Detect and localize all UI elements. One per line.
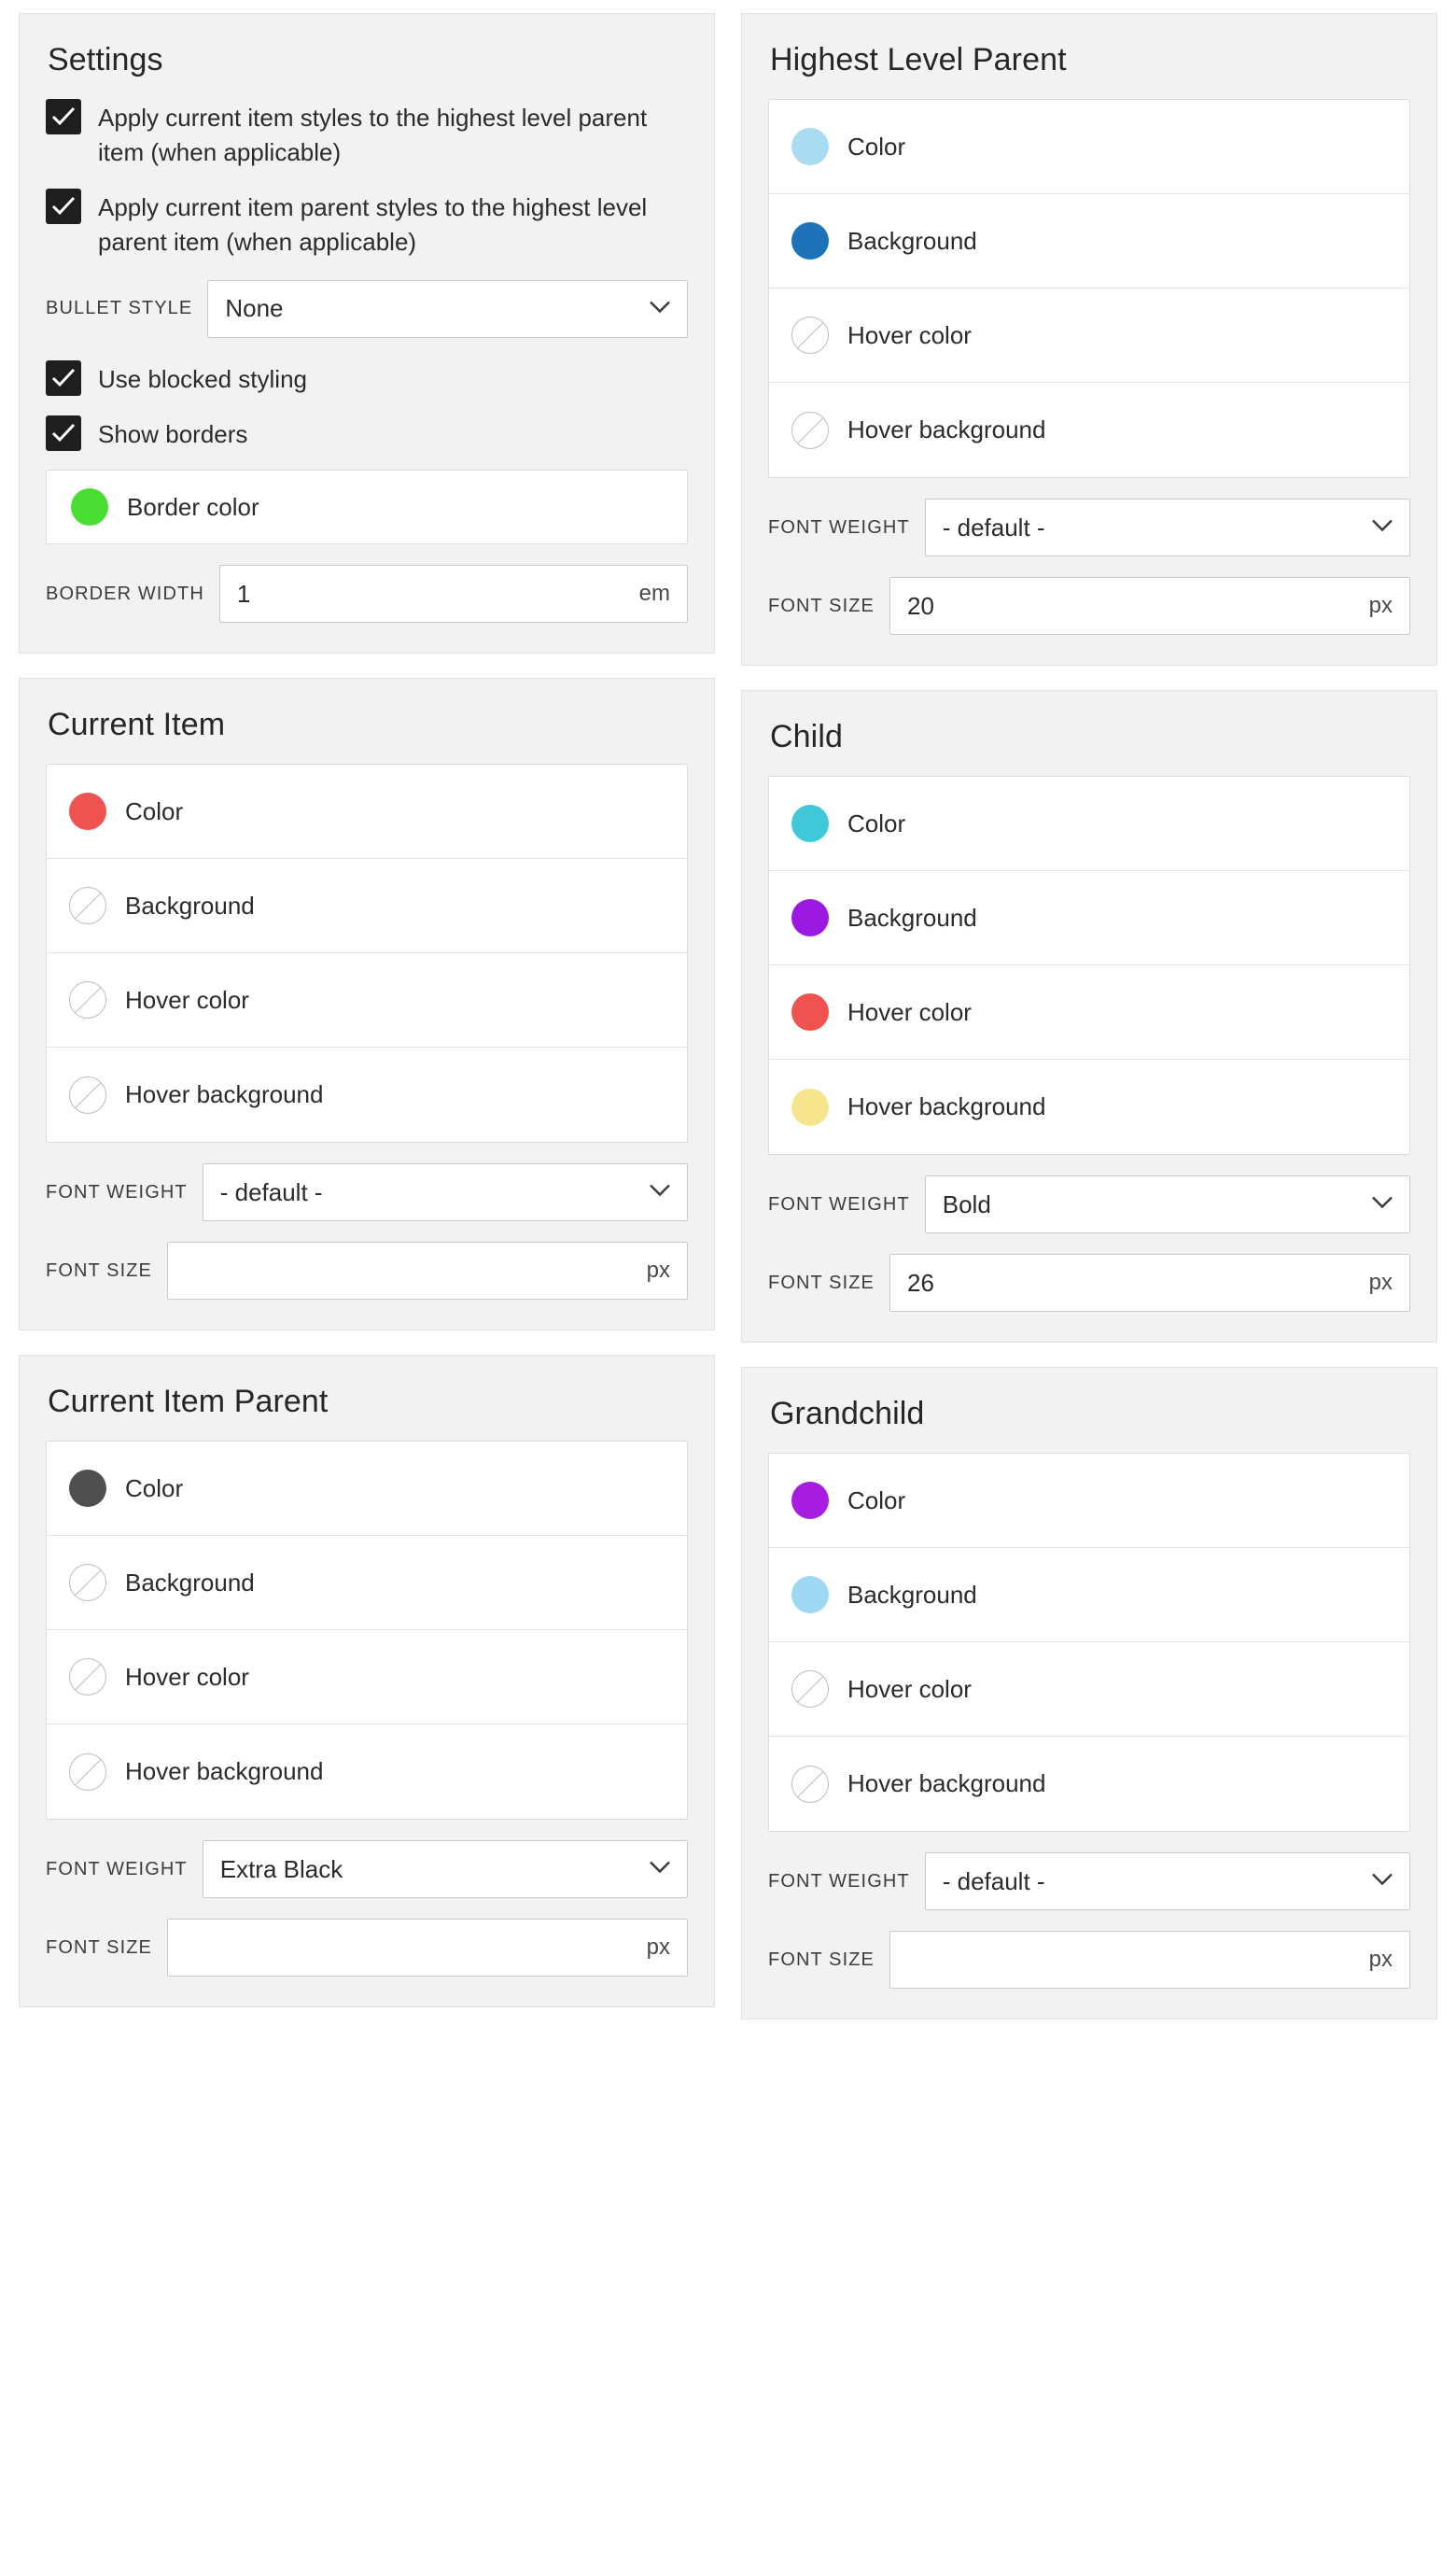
no-color-swatch[interactable] [69,1564,106,1601]
swatch-label: Background [125,1568,255,1597]
checkbox-apply-current-item-styles[interactable] [46,99,688,170]
color-swatch[interactable] [791,1576,829,1613]
no-color-swatch[interactable] [69,887,106,924]
font-size-input[interactable] [889,577,1410,635]
no-color-swatch[interactable] [791,1766,829,1803]
no-color-swatch[interactable] [791,412,829,449]
color-swatch[interactable] [791,805,829,842]
font-weight-label: FONT WEIGHT [46,1181,188,1203]
font-weight-select-wrap [925,1175,1410,1233]
swatch-label: Color [125,796,184,825]
color-swatch[interactable] [69,793,106,830]
font-size-unit: px [1368,1270,1393,1295]
border-width-input[interactable] [219,565,688,623]
font-size-label: FONT SIZE [768,1272,875,1293]
swatch-row-hover-color[interactable] [47,953,687,1048]
swatch-row-color[interactable] [769,777,1409,871]
font-size-input[interactable] [889,1931,1410,1989]
font-size-unit: px [1368,593,1393,618]
child-title: Child [770,719,843,754]
swatch-label: Hover background [847,1092,1046,1120]
child-swatch-list [768,776,1410,1155]
swatch-label: Hover background [847,1769,1046,1797]
current-item-font-weight-row [46,1163,688,1221]
no-color-swatch[interactable] [69,1076,106,1114]
swatch-row-background[interactable] [769,1548,1409,1642]
swatch-row-color[interactable] [47,765,687,859]
border-width-value: 1 [236,579,251,608]
font-size-unit: px [646,1935,670,1961]
swatch-row-hover-background[interactable] [769,1737,1409,1831]
no-color-swatch[interactable] [791,317,829,354]
swatch-row-color[interactable] [769,1454,1409,1548]
checkbox-label: Apply current item parent styles to the highest level parent item (when applicable) [98,192,648,256]
border-width-label: BORDER WIDTH [46,583,204,604]
color-swatch[interactable] [791,222,829,260]
color-swatch[interactable] [791,1089,829,1126]
current-item-title: Current Item [48,707,226,743]
swatch-label: Color [847,132,906,161]
font-weight-select-wrap [203,1163,688,1221]
swatch-label: Hover color [847,320,972,349]
swatch-row-hover-color[interactable] [47,1630,687,1724]
highest-level-parent-panel [741,13,1437,666]
swatch-label: Background [125,891,255,920]
grandchild-panel [741,1367,1437,2019]
swatch-row-hover-color[interactable] [769,965,1409,1060]
no-color-swatch[interactable] [791,1670,829,1708]
child-font-weight-row [768,1175,1410,1233]
border-color-picker[interactable] [46,470,688,544]
grandchild-font-size-row [768,1931,1410,1989]
border-color-label: Border color [127,492,259,521]
no-color-swatch[interactable] [69,1753,106,1791]
swatch-row-hover-background[interactable] [769,383,1409,477]
font-size-input[interactable] [167,1919,688,1977]
font-weight-select[interactable]: Bold [925,1175,1410,1233]
swatch-row-hover-color[interactable] [769,1642,1409,1737]
checkbox-use-blocked-styling[interactable] [46,360,688,397]
border-width-unit: em [638,581,670,607]
font-size-value: 26 [906,1268,934,1297]
bullet-style-label: BULLET STYLE [46,298,193,319]
swatch-label: Hover background [125,1757,324,1786]
font-size-unit: px [1368,1947,1393,1972]
color-swatch[interactable] [791,128,829,165]
current-item-parent-font-size-row [46,1919,688,1977]
swatch-row-hover-color[interactable] [769,288,1409,383]
font-weight-select-wrap [925,499,1410,556]
bullet-style-select[interactable]: None [207,280,688,338]
right-column [741,13,1437,2019]
font-size-unit: px [646,1258,670,1284]
font-weight-select-wrap [925,1852,1410,1910]
swatch-label: Color [847,1485,906,1514]
font-weight-select[interactable]: - default - [925,1852,1410,1910]
current-item-swatch-list [46,764,688,1143]
font-size-input[interactable] [167,1242,688,1300]
bullet-style-select-wrap [207,280,688,338]
highest-level-parent-font-weight-row [768,499,1410,556]
font-size-label: FONT SIZE [768,1949,875,1970]
font-weight-select-wrap [203,1840,688,1898]
checkmark-icon[interactable] [46,360,81,396]
color-swatch[interactable] [69,1470,106,1507]
swatch-row-background[interactable] [47,859,687,953]
checkbox-label: Use blocked styling [98,364,307,393]
font-size-value: 20 [906,591,934,620]
current-item-parent-swatch-list [46,1441,688,1820]
swatch-row-background[interactable] [47,1536,687,1630]
swatch-label: Hover background [125,1080,324,1109]
swatch-row-background[interactable] [769,871,1409,965]
swatch-row-hover-background[interactable] [47,1048,687,1142]
font-size-input[interactable] [889,1254,1410,1312]
current-item-parent-panel [19,1355,715,2007]
font-weight-label: FONT WEIGHT [46,1858,188,1879]
font-size-label: FONT SIZE [46,1936,152,1958]
settings-title: Settings [48,42,163,77]
swatch-row-hover-background[interactable] [47,1724,687,1819]
no-color-swatch[interactable] [69,1658,106,1696]
swatch-label: Hover color [125,985,249,1014]
current-item-parent-font-weight-row [46,1840,688,1898]
child-font-size-row [768,1254,1410,1312]
checkbox-apply-current-item-parent-styles[interactable] [46,189,688,260]
highest-level-parent-swatch-list [768,99,1410,478]
swatch-row-hover-background[interactable] [769,1060,1409,1154]
swatch-label: Hover color [847,1674,972,1703]
swatch-label: Background [847,1580,977,1609]
color-swatch[interactable] [71,488,108,526]
bullet-style-row [46,280,688,338]
checkmark-icon[interactable] [46,189,81,224]
checkmark-icon[interactable] [46,99,81,134]
swatch-label: Background [847,226,977,255]
swatch-row-color[interactable] [47,1442,687,1536]
swatch-row-color[interactable] [769,100,1409,194]
swatch-label: Color [125,1473,184,1502]
font-weight-label: FONT WEIGHT [768,1193,910,1215]
grandchild-swatch-list [768,1453,1410,1832]
checkbox-label: Show borders [98,419,248,448]
swatch-label: Hover color [847,997,972,1026]
color-swatch[interactable] [791,993,829,1031]
child-panel [741,690,1437,1343]
font-weight-select[interactable]: - default - [925,499,1410,556]
grandchild-title: Grandchild [770,1396,925,1431]
border-width-row [46,565,688,623]
swatch-label: Hover color [125,1662,249,1691]
no-color-swatch[interactable] [69,981,106,1019]
highest-level-parent-title: Highest Level Parent [770,42,1067,77]
highest-level-parent-font-size-row [768,577,1410,635]
checkmark-icon[interactable] [46,415,81,451]
font-weight-label: FONT WEIGHT [768,516,910,538]
font-weight-select[interactable]: - default - [203,1163,688,1221]
font-weight-label: FONT WEIGHT [768,1870,910,1892]
current-item-font-size-row [46,1242,688,1300]
color-swatch[interactable] [791,899,829,936]
font-size-label: FONT SIZE [46,1259,152,1281]
current-item-parent-title: Current Item Parent [48,1384,329,1420]
swatch-label: Hover background [847,415,1046,443]
current-item-panel [19,678,715,1330]
checkbox-label: Apply current item styles to the highest level parent item (when applicable) [98,104,648,166]
settings-panel [19,13,715,654]
grandchild-font-weight-row [768,1852,1410,1910]
swatch-label: Background [847,903,977,932]
checkbox-show-borders[interactable] [46,415,688,452]
swatch-row-background[interactable] [769,194,1409,288]
left-column [19,13,715,2019]
swatch-label: Color [847,809,906,837]
font-size-label: FONT SIZE [768,595,875,616]
font-weight-select[interactable]: Extra Black [203,1840,688,1898]
color-swatch[interactable] [791,1482,829,1519]
